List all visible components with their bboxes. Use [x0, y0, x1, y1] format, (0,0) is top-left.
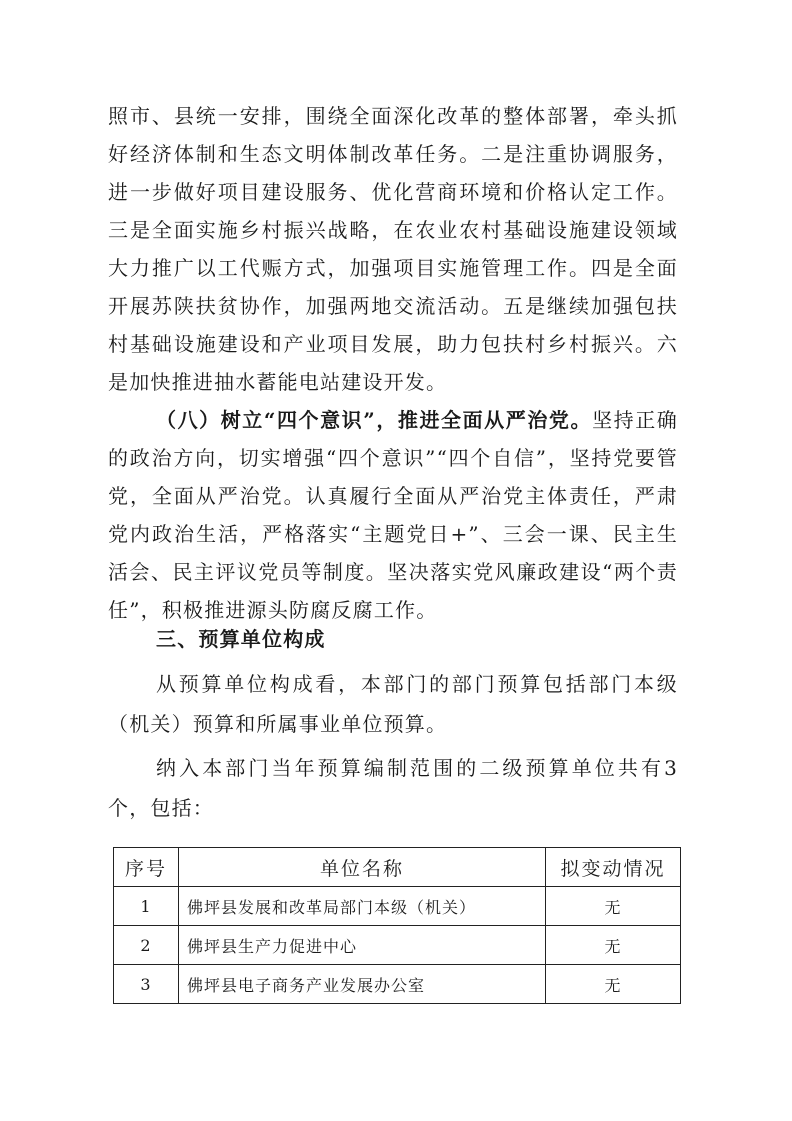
- header-unit-name: 单位名称: [179, 848, 546, 887]
- budget-units-table: [113, 847, 681, 1004]
- table-row: [114, 965, 681, 1004]
- cell-unit-name: 佛坪县发展和改革局部门本级（机关）: [179, 887, 546, 926]
- table-row: [114, 926, 681, 965]
- paragraph-secondary-units: 纳入本部门当年预算编制范围的二级预算单位共有3个，包括：: [108, 756, 678, 820]
- cell-planned-change: 无: [546, 965, 681, 1004]
- cell-serial-number: 3: [114, 965, 179, 1004]
- cell-planned-change: 无: [546, 887, 681, 926]
- paragraph-budget-composition: 从预算单位构成看，本部门的部门预算包括部门本级（机关）预算和所属事业单位预算。: [108, 672, 678, 736]
- cell-serial-number: 2: [114, 926, 179, 965]
- header-serial-number: 序号: [114, 848, 179, 887]
- cell-serial-number: 1: [114, 887, 179, 926]
- cell-unit-name: 佛坪县电子商务产业发展办公室: [179, 965, 546, 1004]
- table-row: [114, 887, 681, 926]
- cell-planned-change: 无: [546, 926, 681, 965]
- section-heading-budget-units: 三、预算单位构成: [156, 627, 326, 651]
- paragraph-party-building: [108, 401, 678, 629]
- paragraph-work-tasks: 照市、县统一安排，围绕全面深化改革的整体部署，牵头抓好经济体制和生态文明体制改革任务。二是注重协调服务，进一步做好项目建设服务、优化营商环境和价格认定工作。三是全面实施乡村振兴战略，在农业农村基础设施建设领域大力推广以工代赈方式，加强项目实施管理工作。四是全面开展苏陕扶贫协作，加强两地交流活动。五是继续加强包扶村基础设施建设和产业项目发展，助力包扶村乡村振兴。六是加快推进抽水蓄能电站建设开发。: [108, 104, 678, 394]
- cell-unit-name: 佛坪县生产力促进中心: [179, 926, 546, 965]
- table-header-row: [114, 848, 681, 887]
- header-planned-change: 拟变动情况: [546, 848, 681, 887]
- paragraph-party-building-body: 坚持正确的政治方向，切实增强“四个意识”“四个自信”，坚持党要管党，全面从严治党。认真履行全面从严治党主体责任，严肃党内政治生活，严格落实“主题党日+”、三会一课、民主生活会、民主评议党员等制度。坚决落实党风廉政建设“两个责任”，积极推进源头防腐反腐工作。: [108, 408, 678, 622]
- paragraph-party-building-lead: （八）树立“四个意识”，推进全面从严治党。: [156, 408, 593, 432]
